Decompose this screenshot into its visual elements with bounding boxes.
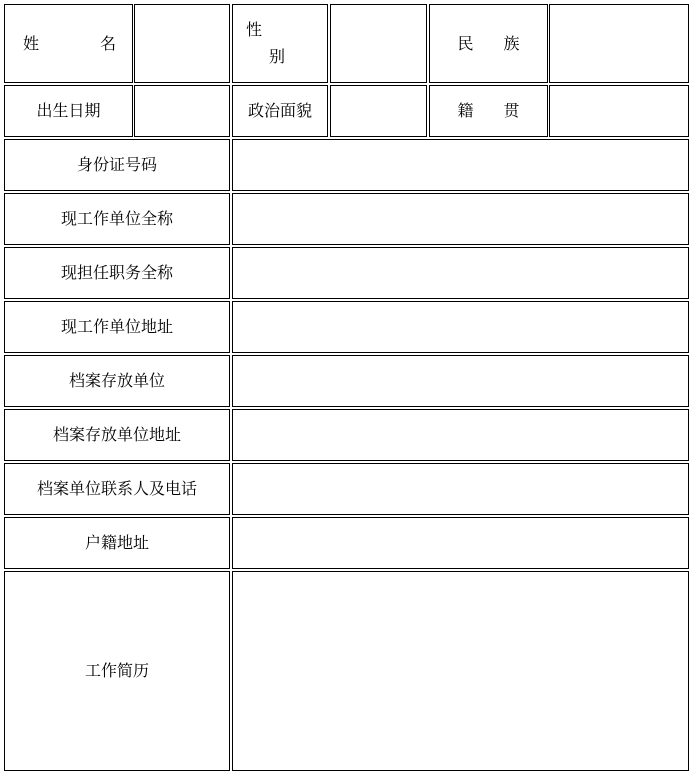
archive-contact-input-cell[interactable] — [232, 463, 689, 515]
work-history-label-cell — [4, 571, 230, 771]
archive-address-label-cell — [4, 409, 230, 461]
current-position-label: 现担任职务全称 — [60, 263, 173, 282]
archive-address-input-cell[interactable] — [232, 409, 689, 461]
name-label-cell — [4, 4, 133, 83]
political-status-label-cell — [232, 85, 328, 137]
current-position-label-cell — [4, 247, 230, 299]
archive-unit-label: 档案存放单位 — [68, 371, 165, 390]
political-status-input-cell[interactable] — [330, 85, 427, 137]
archive-unit-label-cell — [4, 355, 230, 407]
employer-address-input-cell[interactable] — [232, 301, 689, 353]
employer-address-label-cell — [4, 301, 230, 353]
archive-contact-label-cell — [4, 463, 230, 515]
name-label-char-1: 姓 — [23, 33, 40, 53]
native-place-input-cell[interactable] — [549, 85, 689, 137]
ethnicity-label-char-2: 族 — [503, 33, 520, 53]
gender-label-cell — [232, 4, 328, 83]
current-employer-label: 现工作单位全称 — [60, 209, 173, 228]
name-input-cell[interactable] — [134, 4, 230, 83]
birth-date-input-cell[interactable] — [134, 85, 230, 137]
native-place-label-char-1: 籍 — [457, 101, 474, 120]
id-number-label: 身份证号码 — [76, 155, 157, 174]
birth-date-label: 出生日期 — [36, 101, 101, 120]
id-number-label-cell — [4, 139, 230, 191]
native-place-label-cell — [429, 85, 548, 137]
birth-date-label-cell — [4, 85, 133, 137]
household-address-label-cell — [4, 517, 230, 569]
native-place-label-char-2: 贯 — [503, 101, 520, 120]
household-address-label: 户籍地址 — [84, 533, 149, 552]
employer-address-label: 现工作单位地址 — [60, 317, 173, 336]
name-label-char-2: 名 — [99, 33, 116, 53]
current-employer-label-cell — [4, 193, 230, 245]
political-status-label: 政治面貌 — [247, 101, 312, 120]
gender-label-char-2: 别 — [269, 47, 286, 66]
archive-unit-input-cell[interactable] — [232, 355, 689, 407]
archive-address-label: 档案存放单位地址 — [52, 425, 181, 444]
ethnicity-label-char-1: 民 — [457, 33, 474, 53]
archive-contact-label: 档案单位联系人及电话 — [36, 479, 197, 498]
household-address-input-cell[interactable] — [232, 517, 689, 569]
current-employer-input-cell[interactable] — [232, 193, 689, 245]
current-position-input-cell[interactable] — [232, 247, 689, 299]
work-history-label: 工作简历 — [84, 661, 149, 680]
gender-label-char-1: 性 — [246, 20, 263, 39]
ethnicity-input-cell[interactable] — [549, 4, 689, 83]
work-history-input-cell[interactable] — [232, 571, 689, 771]
ethnicity-label-cell — [429, 4, 548, 83]
id-number-input-cell[interactable] — [232, 139, 689, 191]
gender-input-cell[interactable] — [330, 4, 427, 83]
